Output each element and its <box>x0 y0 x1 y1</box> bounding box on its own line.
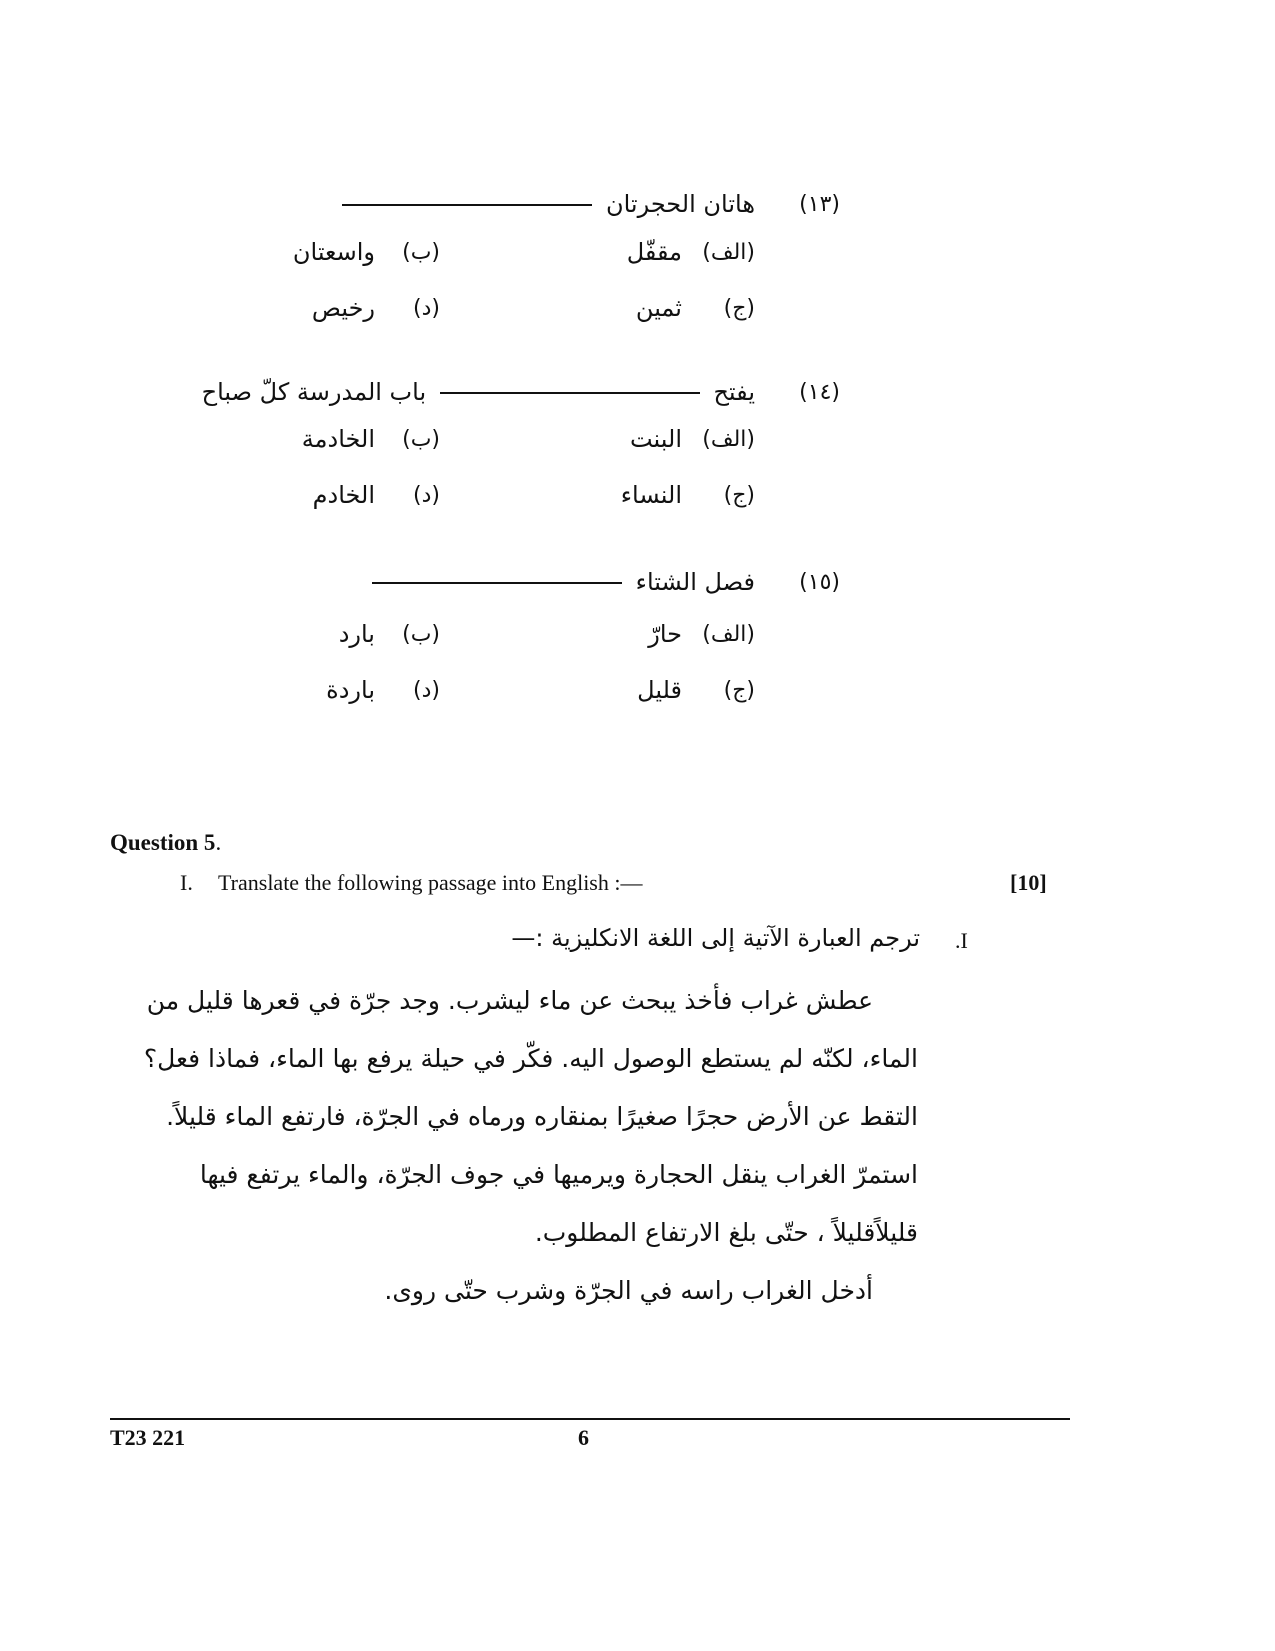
part-number: I. <box>180 870 193 895</box>
q13-option-d-text: رخيص <box>311 294 375 322</box>
footer-divider <box>110 1418 1070 1420</box>
answer-blank <box>342 204 592 206</box>
passage-line-4: استمرّ الغراب ينقل الحجارة ويرميها في جوف الجرّة، والماء يرتفع فيها <box>199 1160 918 1189</box>
q14-option-b-text: الخادمة <box>301 425 375 453</box>
translation-instruction: Translate the following passage into English :— <box>218 870 643 895</box>
answer-blank <box>372 582 622 584</box>
q15-option-b-label: (ب) <box>402 622 440 647</box>
question-15-number: (١٥) <box>799 570 840 595</box>
passage-line-1: عطش غراب فأخذ يبحث عن ماء ليشرب. وجد جرّة في قعرها قليل من <box>146 986 873 1015</box>
q15-option-c-label: (ج) <box>723 678 755 703</box>
q15-option-a-label: (الف) <box>702 622 755 647</box>
question-13-number: (١٣) <box>799 192 840 217</box>
question-5-title <box>110 830 221 856</box>
question-5-title-text: Question 5 <box>110 830 216 855</box>
question-15-stem <box>380 568 755 596</box>
arabic-instruction: ترجم العبارة الآتية إلى اللغة الانكليزية :— <box>511 924 920 952</box>
q15-option-d-label: (د) <box>413 678 440 703</box>
q14-option-c-label: (ج) <box>723 483 755 508</box>
answer-blank <box>440 392 700 394</box>
q13-option-a-text: مقفّل <box>626 238 682 266</box>
marks: [10] <box>1010 870 1047 895</box>
page-number: 6 <box>578 1425 589 1450</box>
passage-line-6: أدخل الغراب راسه في الجرّة وشرب حتّى روى. <box>384 1276 873 1305</box>
question-14-stem-end: باب المدرسة كلّ صباح <box>201 378 427 406</box>
question-14-stem-text: يفتح <box>713 378 755 406</box>
q14-option-a-text: البنت <box>629 425 682 453</box>
q15-option-b-text: بارد <box>338 620 375 648</box>
question-14-stem <box>201 378 755 406</box>
q15-option-a-text: حارّ <box>648 620 682 648</box>
question-5-title-dot: . <box>215 830 222 855</box>
q13-option-d-label: (د) <box>413 296 440 321</box>
arabic-part-number: .I <box>955 928 968 953</box>
q14-option-b-label: (ب) <box>402 427 440 452</box>
q13-option-c-text: ثمين <box>635 294 682 322</box>
question-15-stem-text: فصل الشتاء <box>635 568 755 596</box>
paper-code: T23 221 <box>110 1425 186 1450</box>
question-13-stem <box>345 190 755 218</box>
q15-option-c-text: قليل <box>637 676 682 704</box>
q14-option-d-label: (د) <box>413 483 440 508</box>
question-14-number: (١٤) <box>799 380 840 405</box>
passage-line-3: التقط عن الأرض حجرًا صغيرًا بمنقاره ورماه في الجرّة، فارتفع الماء قليلاً. <box>166 1102 918 1131</box>
passage-line-2: الماء، لكنّه لم يستطع الوصول اليه. فكّر في حيلة يرفع بها الماء، فماذا فعل؟ <box>143 1044 918 1073</box>
q13-option-b-label: (ب) <box>402 240 440 265</box>
q14-option-d-text: الخادم <box>312 481 375 509</box>
q14-option-c-text: النساء <box>620 481 682 509</box>
q13-option-c-label: (ج) <box>723 296 755 321</box>
passage-line-5: قليلاًقليلاً ، حتّى بلغ الارتفاع المطلوب. <box>534 1218 918 1247</box>
q14-option-a-label: (الف) <box>702 427 755 452</box>
arabic-passage <box>143 972 918 1320</box>
q13-option-b-text: واسعتان <box>292 238 375 266</box>
question-13-stem-text: هاتان الحجرتان <box>605 190 755 218</box>
q15-option-d-text: باردة <box>326 676 375 704</box>
q13-option-a-label: (الف) <box>702 240 755 265</box>
